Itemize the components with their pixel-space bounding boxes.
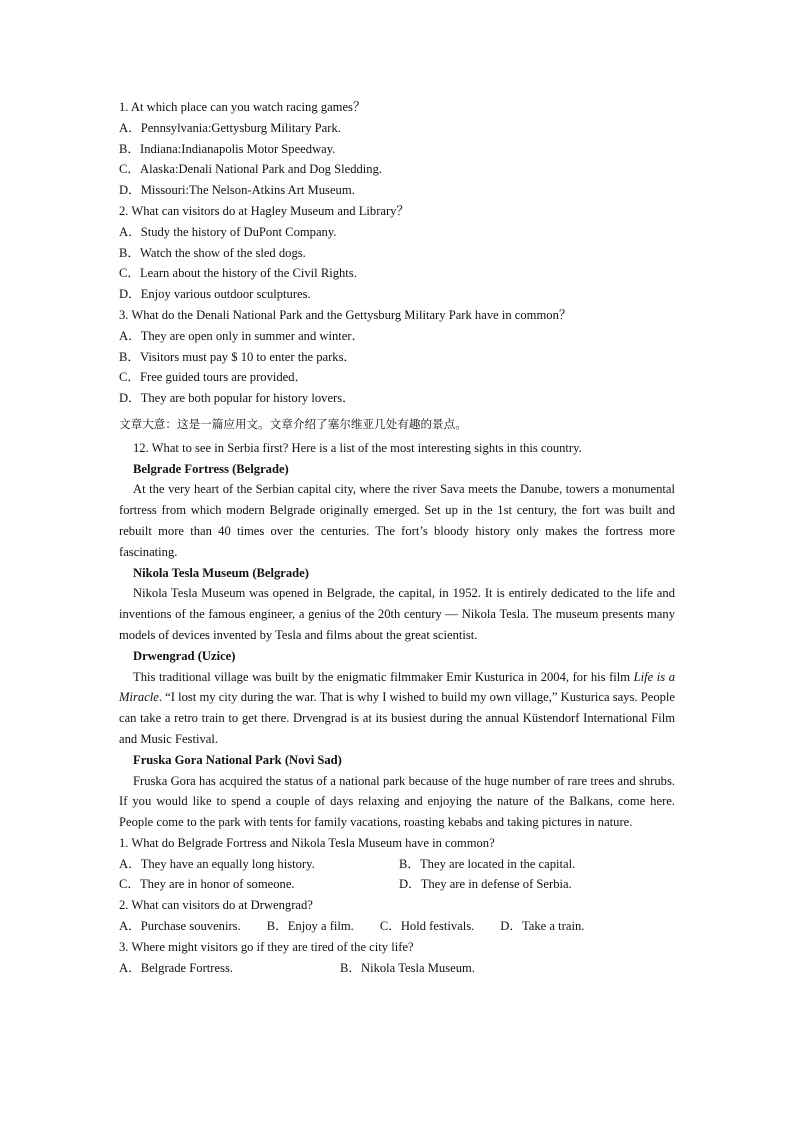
passage-option-1a: A．They have an equally long history. [119, 856, 315, 871]
article-summary: 文章大意：这是一篇应用文。文章介绍了塞尔维亚几处有趣的景点。 [119, 416, 467, 431]
option-1a: A．Pennsylvania:Gettysburg Military Park. [119, 120, 341, 135]
section-body-drwengrad [119, 667, 675, 750]
passage-options-row-2 [119, 874, 675, 895]
section-heading-belgrade-fortress: Belgrade Fortress (Belgrade) [133, 461, 289, 476]
film-title: Life is a Miracle [119, 669, 675, 705]
drwengrad-text-b: . “I lost my city during the war. That is why I wished to build my own village,” Kusturica says. People can take a retro train to get there. Drvengrad is at its busiest during the annual Küstendorf International Film and Music Festival. [119, 690, 675, 746]
passage-option-1c: C．They are in honor of someone. [119, 877, 295, 892]
question-3: 3. What do the Denali National Park and the Gettysburg Military Park have in common？ [119, 307, 572, 322]
section-heading-tesla-museum: Nikola Tesla Museum (Belgrade) [133, 565, 309, 580]
passage-option-3b: B．Nikola Tesla Museum. [340, 960, 475, 975]
option-3c: C．Free guided tours are provided． [119, 370, 308, 385]
passage-option-2b: B．Enjoy a film. [266, 919, 354, 934]
passage-option-2d: D．Take a train. [500, 919, 585, 934]
passage-option-2c: C．Hold festivals. [379, 919, 475, 934]
option-1d: D．Missouri:The Nelson-Atkins Art Museum. [119, 183, 355, 198]
passage-intro: 12. What to see in Serbia first? Here is a list of the most interesting sights in this country. [133, 440, 582, 455]
option-3b: B．Visitors must pay $ 10 to enter the parks． [119, 349, 357, 364]
passage-option-2a: A．Purchase souvenirs. [119, 919, 241, 934]
option-2b: B．Watch the show of the sled dogs. [119, 245, 306, 260]
passage-options-row-4 [119, 958, 675, 979]
passage-options-row-1 [119, 854, 675, 875]
option-2d: D．Enjoy various outdoor sculptures. [119, 287, 311, 302]
question-1: 1. At which place can you watch racing games？ [119, 100, 366, 114]
page-content [119, 97, 675, 978]
passage-question-2: 2. What can visitors do at Drwengrad? [119, 898, 313, 913]
passage-option-1b: B．They are located in the capital. [399, 856, 576, 871]
option-2c: C．Learn about the history of the Civil Rights. [119, 266, 357, 281]
passage-option-3a: A．Belgrade Fortress. [119, 960, 234, 975]
option-1c: C．Alaska:Denali National Park and Dog Sledding. [119, 162, 383, 177]
passage-option-1d: D．They are in defense of Serbia. [399, 877, 572, 892]
drwengrad-text-a: This traditional village was built by the enigmatic filmmaker Emir Kusturica in 2004, for his film [133, 669, 634, 684]
serbia-passage [119, 438, 675, 833]
section-body-fruska-gora: Fruska Gora has acquired the status of a national park because of the huge number of rare trees and shrubs. If you would like to spend a couple of days relaxing and enjoying the nature of the Balkans, come here. People come to the park with tents for family vacations, roasting kebabs and taking pictures in nature. [119, 773, 675, 830]
passage-options-row-3 [119, 916, 675, 937]
option-1b: B．Indiana:Indianapolis Motor Speedway. [119, 141, 336, 156]
question-2: 2. What can visitors do at Hagley Museum and Library？ [119, 203, 410, 218]
passage-question-1: 1. What do Belgrade Fortress and Nikola Tesla Museum have in common? [119, 835, 495, 850]
section-body-belgrade-fortress: At the very heart of the Serbian capital city, where the river Sava meets the Danube, towers a monumental fortress from which modern Belgrade originally emerged. Set up in the 1st century, the fort was built and rebuilt more than 40 times over the centuries. The fort’s bloody history only makes the fortress more fascinating. [119, 482, 675, 559]
section-heading-fruska-gora: Fruska Gora National Park (Novi Sad) [133, 752, 342, 767]
passage-question-3: 3. Where might visitors go if they are tired of the city life? [119, 939, 414, 954]
option-3d: D．They are both popular for history lovers． [119, 391, 355, 406]
section-body-tesla-museum: Nikola Tesla Museum was opened in Belgrade, the capital, in 1952. It is entirely dedicated to the life and inventions of the famous engineer, a genius of the 20th century — Nikola Tesla. The museum presents many models of devices invented by Tesla and films about the great scientist. [119, 586, 675, 642]
option-2a: A．Study the history of DuPont Company. [119, 224, 337, 239]
option-3a: A．They are open only in summer and winter． [119, 328, 365, 343]
section-heading-drwengrad: Drwengrad (Uzice) [133, 648, 236, 663]
